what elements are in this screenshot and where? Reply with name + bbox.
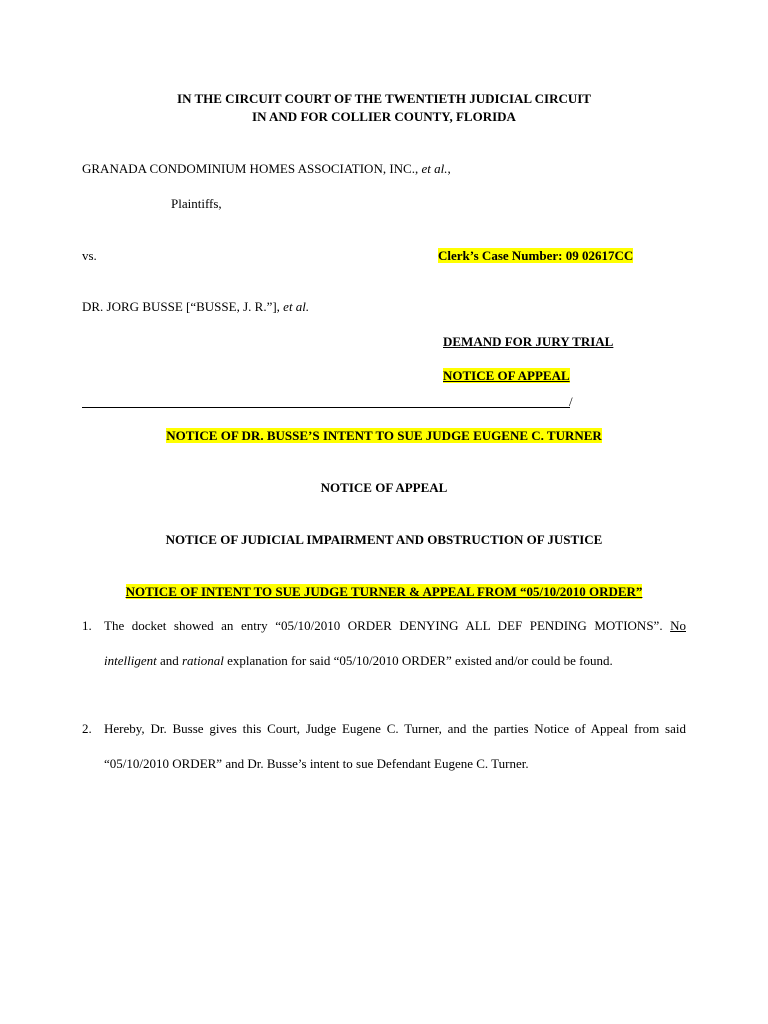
- plaintiff-et-al: et al.: [421, 161, 448, 176]
- heading-intent-to-sue: [0, 428, 768, 444]
- paragraph-1-part-3: and: [156, 652, 182, 668]
- heading-judicial-impairment: NOTICE OF JUDICIAL IMPAIRMENT AND OBSTRUCTION OF JUSTICE: [165, 532, 603, 547]
- plaintiffs-label: Plaintiffs,: [171, 196, 222, 211]
- case-number-text: Clerk’s Case Number: 09 02617CC: [438, 248, 634, 263]
- paragraph-1-intelligent: intelligent: [104, 652, 157, 668]
- section-title-text: NOTICE OF INTENT TO SUE JUDGE TURNER & APPEAL FROM “05/10/2010 ORDER”: [125, 584, 643, 599]
- paragraph-2: [82, 712, 686, 781]
- caption-slash: /: [569, 394, 573, 409]
- paragraph-number: 1.: [82, 618, 92, 633]
- paragraph-1: [82, 609, 686, 678]
- court-name-line-1: IN THE CIRCUIT COURT OF THE TWENTIETH JUDICIAL CIRCUIT: [177, 91, 591, 106]
- defendant-name: DR. JORG BUSSE [“BUSSE, J. R.”],: [82, 299, 284, 314]
- court-name-line-2: IN AND FOR COLLIER COUNTY, FLORIDA: [252, 109, 516, 124]
- jury-trial-demand: DEMAND FOR JURY TRIAL: [443, 334, 614, 349]
- paragraph-number: 2.: [82, 721, 92, 736]
- paragraph-1-rational: rational: [182, 652, 224, 668]
- plaintiff-name: GRANADA CONDOMINIUM HOMES ASSOCIATION, INC.,: [82, 161, 422, 176]
- paragraph-text: Hereby, Dr. Busse gives this Court, Judge Eugene C. Turner, and the parties Notice of Appeal from said “05/10/2010 ORDER” and Dr. Busse’s intent to sue Defendant Eugene C. Turner.: [104, 721, 686, 771]
- plaintiff-suffix: ,: [447, 161, 451, 176]
- section-title: [0, 584, 768, 600]
- plaintiff-line: [82, 161, 451, 177]
- notice-of-appeal-caption: [443, 368, 570, 384]
- paragraph-text: [104, 609, 686, 678]
- heading-notice-of-appeal: NOTICE OF APPEAL: [320, 480, 448, 495]
- paragraph-1-no: No: [670, 618, 686, 633]
- heading-intent-to-sue-text: NOTICE OF DR. BUSSE’S INTENT TO SUE JUDGE EUGENE C. TURNER: [166, 428, 602, 443]
- versus-label: vs.: [82, 248, 97, 263]
- defendant-et-al: et al.: [283, 299, 310, 314]
- case-number: [438, 248, 633, 264]
- defendant-line: [82, 299, 309, 315]
- notice-of-appeal-caption-text: NOTICE OF APPEAL: [443, 368, 570, 383]
- paragraph-1-part-4: explanation for said “05/10/2010 ORDER” existed and/or could be found.: [223, 652, 613, 668]
- paragraph-1-part-1: The docket showed an entry “05/10/2010 ORDER DENYING ALL DEF PENDING MOTIONS”.: [104, 618, 671, 633]
- caption-divider: [82, 407, 570, 408]
